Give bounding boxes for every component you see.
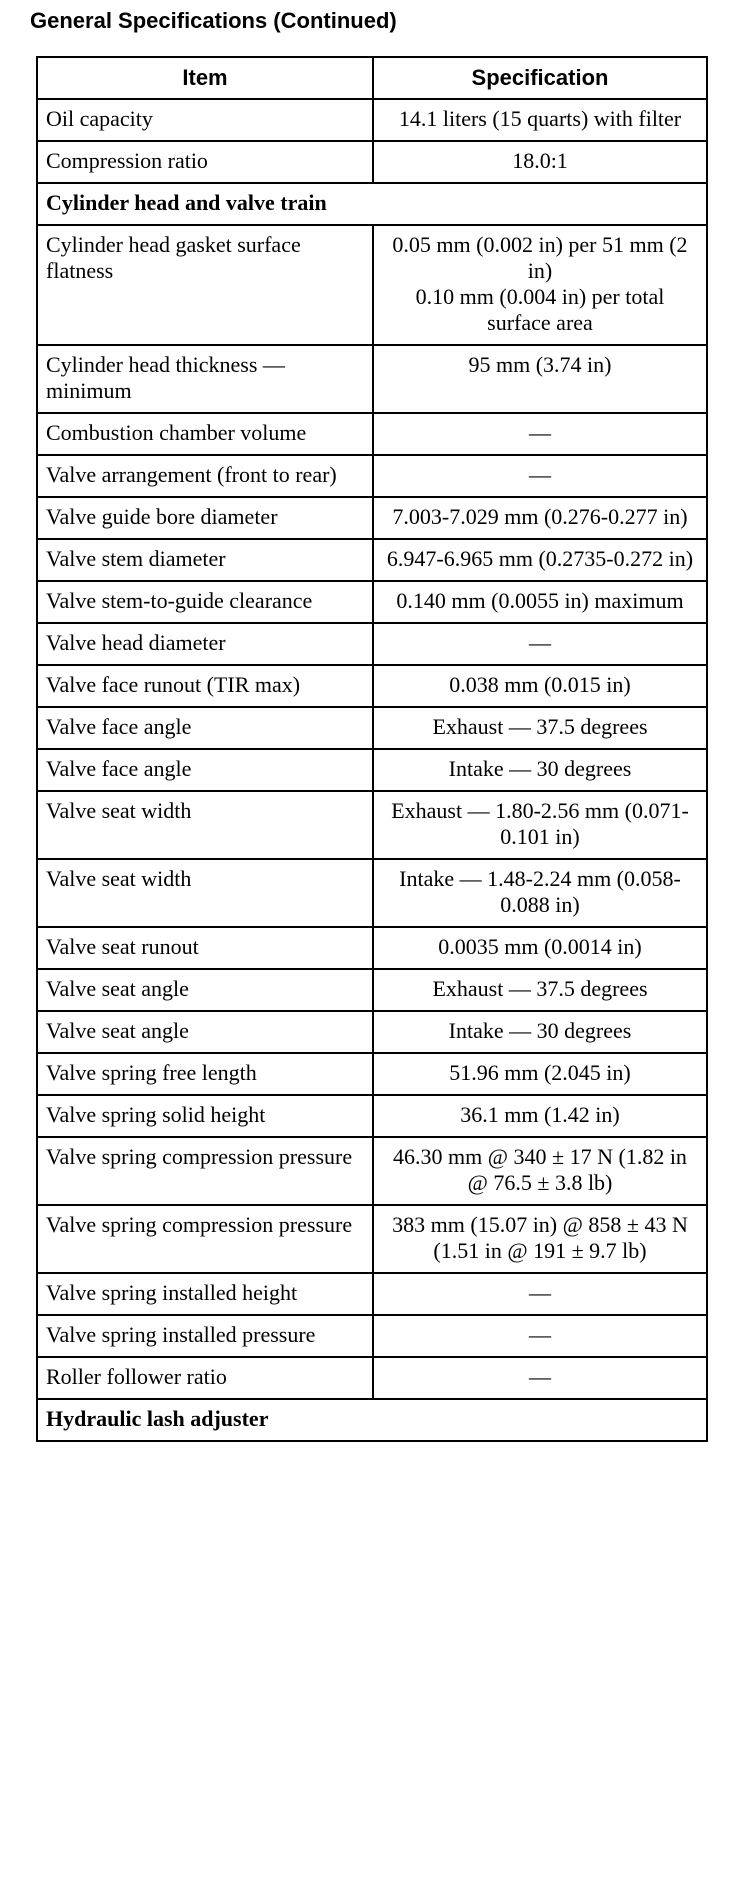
specification-value: — bbox=[529, 1322, 551, 1347]
specification-value: — bbox=[529, 462, 551, 487]
specification-cell bbox=[373, 927, 707, 969]
specification-value: 0.0035 mm (0.0014 in) bbox=[438, 934, 642, 959]
section-heading: Cylinder head and valve train bbox=[37, 183, 707, 225]
item-cell: Combustion chamber volume bbox=[37, 413, 373, 455]
column-header-item: Item bbox=[37, 57, 373, 99]
item-cell: Valve face angle bbox=[37, 707, 373, 749]
item-cell: Valve stem-to-guide clearance bbox=[37, 581, 373, 623]
section-heading: Hydraulic lash adjuster bbox=[37, 1399, 707, 1441]
specification-cell bbox=[373, 581, 707, 623]
item-cell: Valve seat angle bbox=[37, 1011, 373, 1053]
item-cell: Valve seat width bbox=[37, 859, 373, 927]
specification-value-secondary: 0.10 mm (0.004 in) per total surface area bbox=[415, 284, 665, 335]
specification-value: Exhaust — 1.80-2.56 mm (0.071-0.101 in) bbox=[391, 798, 689, 849]
table-row bbox=[37, 859, 707, 927]
specification-cell bbox=[373, 539, 707, 581]
specification-cell bbox=[373, 1273, 707, 1315]
table-row bbox=[37, 1011, 707, 1053]
item-cell: Roller follower ratio bbox=[37, 1357, 373, 1399]
item-cell: Valve arrangement (front to rear) bbox=[37, 455, 373, 497]
specification-value: 95 mm (3.74 in) bbox=[468, 352, 612, 377]
specification-value: — bbox=[529, 630, 551, 655]
specification-cell bbox=[373, 969, 707, 1011]
table-row bbox=[37, 345, 707, 413]
item-cell: Valve stem diameter bbox=[37, 539, 373, 581]
specification-cell bbox=[373, 749, 707, 791]
item-cell: Valve spring compression pressure bbox=[37, 1205, 373, 1273]
specification-value: 383 mm (15.07 in) @ 858 ± 43 N (1.51 in @ 191 ± 9.7 lb) bbox=[392, 1212, 688, 1263]
specification-value: Intake — 30 degrees bbox=[448, 1018, 632, 1043]
table-row bbox=[37, 1357, 707, 1399]
column-header-specification: Specification bbox=[373, 57, 707, 99]
item-cell: Valve spring installed pressure bbox=[37, 1315, 373, 1357]
table-row bbox=[37, 539, 707, 581]
specification-value: 36.1 mm (1.42 in) bbox=[460, 1102, 620, 1127]
specification-value: — bbox=[529, 420, 551, 445]
table-row bbox=[37, 1053, 707, 1095]
specification-cell bbox=[373, 1357, 707, 1399]
item-cell: Compression ratio bbox=[37, 141, 373, 183]
item-cell: Cylinder head gasket surface flatness bbox=[37, 225, 373, 345]
specification-cell bbox=[373, 1053, 707, 1095]
table-row bbox=[37, 497, 707, 539]
table-row bbox=[37, 581, 707, 623]
specification-cell bbox=[373, 1011, 707, 1053]
specification-value: 0.038 mm (0.015 in) bbox=[449, 672, 631, 697]
specification-cell bbox=[373, 665, 707, 707]
table-row bbox=[37, 99, 707, 141]
specification-value: 6.947-6.965 mm (0.2735-0.272 in) bbox=[386, 546, 694, 571]
specification-cell bbox=[373, 623, 707, 665]
table-header-row bbox=[37, 57, 707, 99]
specification-cell bbox=[373, 1315, 707, 1357]
specification-value: 0.140 mm (0.0055 in) maximum bbox=[396, 588, 684, 613]
page-title: General Specifications (Continued) bbox=[30, 8, 397, 33]
specification-cell bbox=[373, 1137, 707, 1205]
table-row bbox=[37, 1315, 707, 1357]
specification-cell bbox=[373, 1095, 707, 1137]
specification-cell bbox=[373, 497, 707, 539]
specification-value: 18.0:1 bbox=[512, 148, 568, 173]
item-cell: Valve seat width bbox=[37, 791, 373, 859]
specification-value: Intake — 30 degrees bbox=[448, 756, 632, 781]
specifications-table bbox=[36, 56, 708, 1442]
specification-value: 7.003-7.029 mm (0.276-0.277 in) bbox=[392, 504, 688, 529]
specification-value: 46.30 mm @ 340 ± 17 N (1.82 in @ 76.5 ± 3.8 lb) bbox=[393, 1144, 687, 1195]
item-cell: Valve face runout (TIR max) bbox=[37, 665, 373, 707]
table-body bbox=[37, 99, 707, 1441]
specification-value: 51.96 mm (2.045 in) bbox=[449, 1060, 631, 1085]
section-row bbox=[37, 1399, 707, 1441]
table-row bbox=[37, 1273, 707, 1315]
item-cell: Valve face angle bbox=[37, 749, 373, 791]
specification-value: Intake — 1.48-2.24 mm (0.058-0.088 in) bbox=[399, 866, 681, 917]
specification-cell bbox=[373, 413, 707, 455]
specification-value: Exhaust — 37.5 degrees bbox=[432, 714, 648, 739]
specification-value: Exhaust — 37.5 degrees bbox=[432, 976, 648, 1001]
table-row bbox=[37, 1095, 707, 1137]
item-cell: Valve seat angle bbox=[37, 969, 373, 1011]
item-cell: Valve spring solid height bbox=[37, 1095, 373, 1137]
table-row bbox=[37, 707, 707, 749]
specification-value: — bbox=[529, 1364, 551, 1389]
item-cell: Cylinder head thickness — minimum bbox=[37, 345, 373, 413]
table-row bbox=[37, 1137, 707, 1205]
specification-cell bbox=[373, 455, 707, 497]
specification-cell bbox=[373, 225, 707, 345]
specification-value: 0.05 mm (0.002 in) per 51 mm (2 in) bbox=[392, 232, 688, 283]
specification-cell bbox=[373, 345, 707, 413]
specification-cell bbox=[373, 791, 707, 859]
item-cell: Valve guide bore diameter bbox=[37, 497, 373, 539]
item-cell: Valve head diameter bbox=[37, 623, 373, 665]
table-row bbox=[37, 749, 707, 791]
item-cell: Valve spring free length bbox=[37, 1053, 373, 1095]
table-row bbox=[37, 1205, 707, 1273]
item-cell: Valve spring installed height bbox=[37, 1273, 373, 1315]
specification-cell bbox=[373, 1205, 707, 1273]
table-row bbox=[37, 927, 707, 969]
table-row bbox=[37, 225, 707, 345]
specification-cell bbox=[373, 141, 707, 183]
table-row bbox=[37, 141, 707, 183]
item-cell: Valve seat runout bbox=[37, 927, 373, 969]
table-row bbox=[37, 455, 707, 497]
table-row bbox=[37, 413, 707, 455]
table-row bbox=[37, 665, 707, 707]
table-row bbox=[37, 791, 707, 859]
item-cell: Valve spring compression pressure bbox=[37, 1137, 373, 1205]
specification-cell bbox=[373, 707, 707, 749]
specification-cell bbox=[373, 99, 707, 141]
section-row bbox=[37, 183, 707, 225]
table-row bbox=[37, 969, 707, 1011]
specification-value: — bbox=[529, 1280, 551, 1305]
specification-value: 14.1 liters (15 quarts) with filter bbox=[398, 106, 682, 131]
item-cell: Oil capacity bbox=[37, 99, 373, 141]
specification-cell bbox=[373, 859, 707, 927]
table-row bbox=[37, 623, 707, 665]
